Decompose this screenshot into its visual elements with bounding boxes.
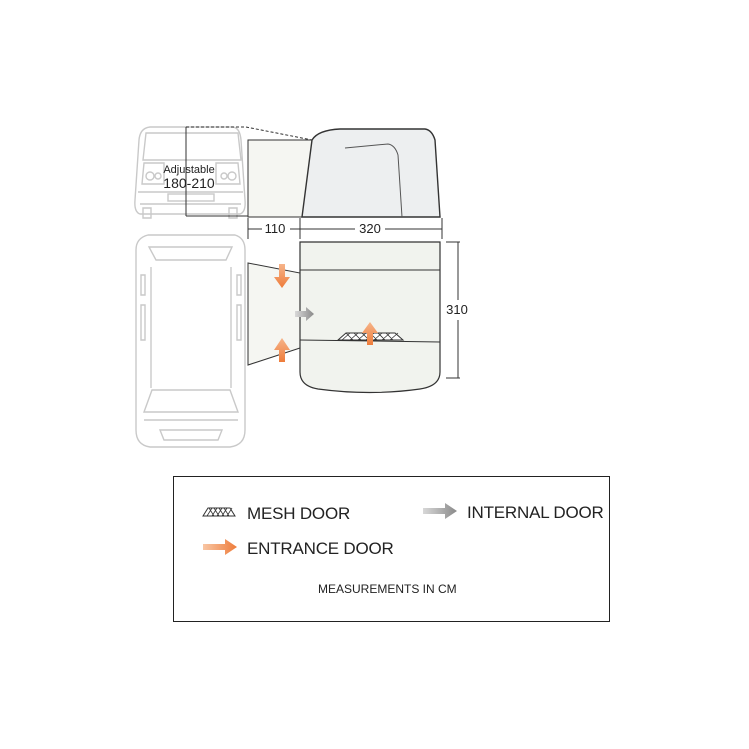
tent-side-view bbox=[248, 129, 440, 217]
measurements-note: MEASUREMENTS IN CM bbox=[318, 582, 457, 596]
adjustable-label: Adjustable bbox=[163, 164, 215, 176]
internal-door-label: INTERNAL DOOR bbox=[467, 503, 604, 522]
tunnel-top-view bbox=[248, 263, 300, 365]
vehicle-top-view bbox=[136, 235, 245, 447]
height-value: 180-210 bbox=[163, 175, 215, 191]
dim-depth: 310 bbox=[446, 302, 468, 317]
internal-door-icon bbox=[423, 503, 457, 519]
entrance-door-label: ENTRANCE DOOR bbox=[247, 539, 394, 558]
mesh-door-icon bbox=[202, 507, 236, 517]
dim-tunnel: 110 bbox=[264, 221, 286, 236]
dim-length: 320 bbox=[359, 221, 381, 236]
mesh-door-label: MESH DOOR bbox=[247, 504, 351, 523]
tent-floor-plan bbox=[300, 242, 440, 393]
entrance-door-icon bbox=[203, 539, 237, 555]
